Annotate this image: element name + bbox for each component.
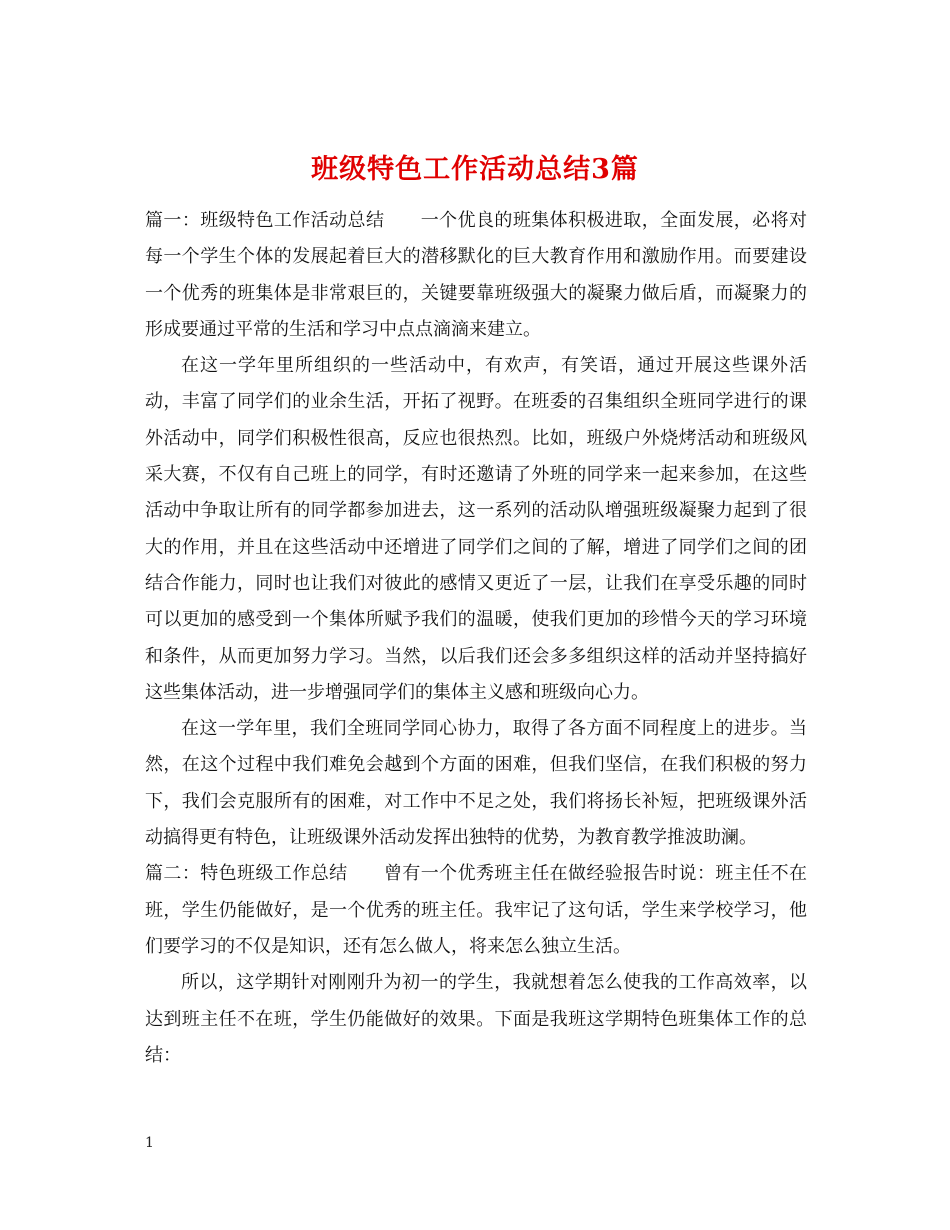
paragraph-1 <box>145 203 807 348</box>
paragraph-2: 在这一学年里所组织的一些活动中，有欢声，有笑语，通过开展这些课外活动，丰富了同学们的业余生活，开拓了视野。在班委的召集组织全班同学进行的课外活动中，同学们积极性很高，反应也很热烈。比如，班级户外烧烤活动和班级风采大赛，不仅有自己班上的同学，有时还邀请了外班的同学来一起来参加，在这些活动中争取让所有的同学都参加进去，这一系列的活动队增强班级凝聚力起到了很大的作用，并且在这些活动中还增进了同学们之间的了解，增进了同学们之间的团结合作能力，同时也让我们对彼此的感情又更近了一层，让我们在享受乐趣的同时可以更加的感受到一个集体所赋予我们的温暖，使我们更加的珍惜今天的学习环境和条件，从而更加努力学习。当然，以后我们还会多多组织这样的活动并坚持搞好这些集体活动，进一步增强同学们的集体主义感和班级向心力。 <box>145 355 807 703</box>
paragraph-3: 在这一学年里，我们全班同学同心协力，取得了各方面不同程度上的进步。当然，在这个过程中我们难免会越到个方面的困难，但我们坚信，在我们积极的努力下，我们会克服所有的困难，对工作中不足之处，我们将扬长补短，把班级课外活动搞得更有特色，让班级课外活动发挥出独特的优势，为教育教学推波助澜。 <box>145 718 807 849</box>
page-number: 1 <box>145 1135 154 1151</box>
paragraph-4-text: 曾有一个优秀班主任在做经验报告时说：班主任不在班，学生仍能做好，是一个优秀的班主任。我牢记了这句话，学生来学校学习，他们要学习的不仅是知识，还有怎么做人，将来怎么独立生活。 <box>145 863 807 957</box>
paragraph-4 <box>145 856 807 965</box>
document-title: 班级特色工作活动总结3篇 <box>311 154 639 186</box>
paragraph-5: 所以，这学期针对刚刚升为初一的学生，我就想着怎么使我的工作高效率，以达到班主任不在班，学生仍能做好的效果。下面是我班这学期特色班集体工作的总结： <box>145 972 807 1066</box>
paragraph-1-text: 一个优良的班集体积极进取，全面发展，必将对每一个学生个体的发展起着巨大的潜移默化的巨大教育作用和激励作用。而要建设一个优秀的班集体是非常艰巨的，关键要靠班级强大的凝聚力做后盾，而凝聚力的形成要通过平常的生活和学习中点点滴滴来建立。 <box>145 210 808 340</box>
section-heading-2: 篇二：特色班级工作总结 <box>145 863 348 885</box>
document-body <box>145 203 807 1074</box>
section-heading-1: 篇一：班级特色工作活动总结 <box>145 210 385 231</box>
